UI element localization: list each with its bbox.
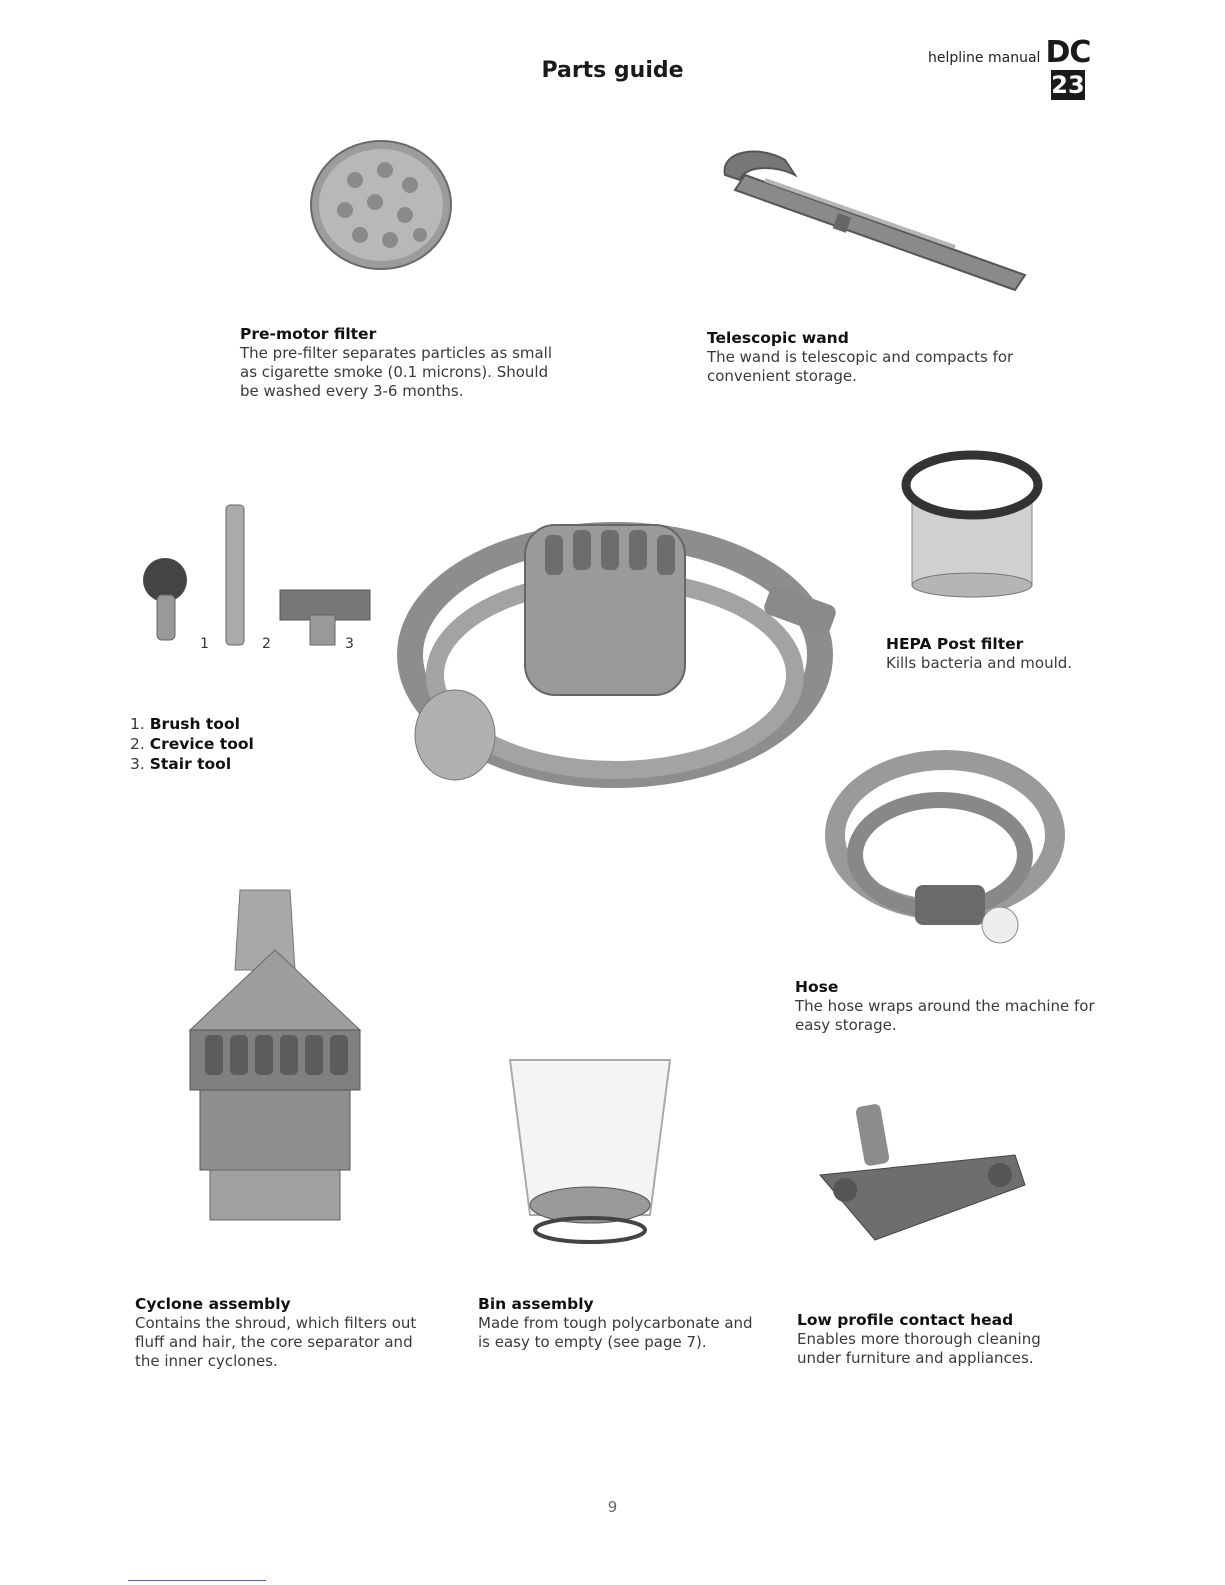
pre-motor-filter-image (310, 140, 452, 270)
bin-desc-line: is easy to empty (see page 7). (478, 1333, 707, 1351)
pre-motor-filter-caption (240, 325, 552, 401)
hepa-filter-desc-line: Kills bacteria and mould. (886, 654, 1073, 672)
contact-head-caption (797, 1311, 1041, 1368)
bin-title: Bin assembly (478, 1295, 594, 1313)
bin-assembly-image (505, 1045, 675, 1245)
logo-bottom-text: 23 (1051, 71, 1085, 99)
bin-caption (478, 1295, 753, 1352)
telescopic-wand-title: Telescopic wand (707, 329, 849, 347)
list-item: 2. Crevice tool (130, 735, 254, 753)
pre-motor-filter-desc-line: The pre-filter separates particles as small (240, 344, 553, 362)
cyclone-desc-line: the inner cyclones. (135, 1352, 278, 1370)
cyclone-assembly-image (180, 880, 370, 1225)
hepa-filter-image (900, 450, 1045, 600)
hose-desc-line: easy storage. (795, 1016, 897, 1034)
cyclone-desc-line: Contains the shroud, which filters out (135, 1314, 417, 1332)
pre-motor-filter-desc-line: as cigarette smoke (0.1 microns). Should (240, 363, 549, 381)
page-title: Parts guide (541, 58, 684, 83)
cyclone-desc-line: fluff and hair, the core separator and (135, 1333, 413, 1351)
telescopic-wand-desc-line: convenient storage. (707, 367, 857, 385)
list-item: 1. Brush tool (130, 715, 240, 733)
tools-image (140, 495, 370, 655)
telescopic-wand-image (705, 135, 1040, 295)
tool-number-2: 2 (262, 636, 271, 652)
telescopic-wand-desc-line: The wand is telescopic and compacts for (707, 348, 1014, 366)
tool-number-1: 1 (200, 636, 209, 652)
bin-desc-line: Made from tough polycarbonate and (478, 1314, 753, 1332)
hose-caption (795, 978, 1095, 1035)
hepa-filter-title: HEPA Post filter (886, 635, 1024, 653)
contact-head-desc-line: Enables more thorough cleaning (797, 1330, 1041, 1348)
vacuum-cleaner-image (385, 485, 845, 795)
tool-number-3: 3 (345, 636, 354, 652)
cyclone-title: Cyclone assembly (135, 1295, 291, 1313)
model-logo (1037, 35, 1099, 100)
footer-rule (128, 1580, 266, 1581)
helpline-label: helpline manual (928, 50, 1041, 66)
contact-head-desc-line: under furniture and appliances. (797, 1349, 1034, 1367)
hose-title: Hose (795, 978, 839, 996)
logo-top-text: DC (1045, 35, 1091, 70)
pre-motor-filter-desc-line: be washed every 3-6 months. (240, 382, 464, 400)
telescopic-wand-caption (707, 329, 1013, 386)
page-number: 9 (607, 1498, 618, 1516)
hose-image (820, 745, 1070, 955)
tool-list (130, 714, 254, 774)
pre-motor-filter-title: Pre-motor filter (240, 325, 377, 343)
list-item: 3. Stair tool (130, 755, 232, 773)
hepa-filter-caption (886, 635, 1072, 673)
contact-head-image (815, 1095, 1030, 1245)
hose-desc-line: The hose wraps around the machine for (795, 997, 1095, 1015)
contact-head-title: Low profile contact head (797, 1311, 1014, 1329)
cyclone-caption (135, 1295, 416, 1371)
